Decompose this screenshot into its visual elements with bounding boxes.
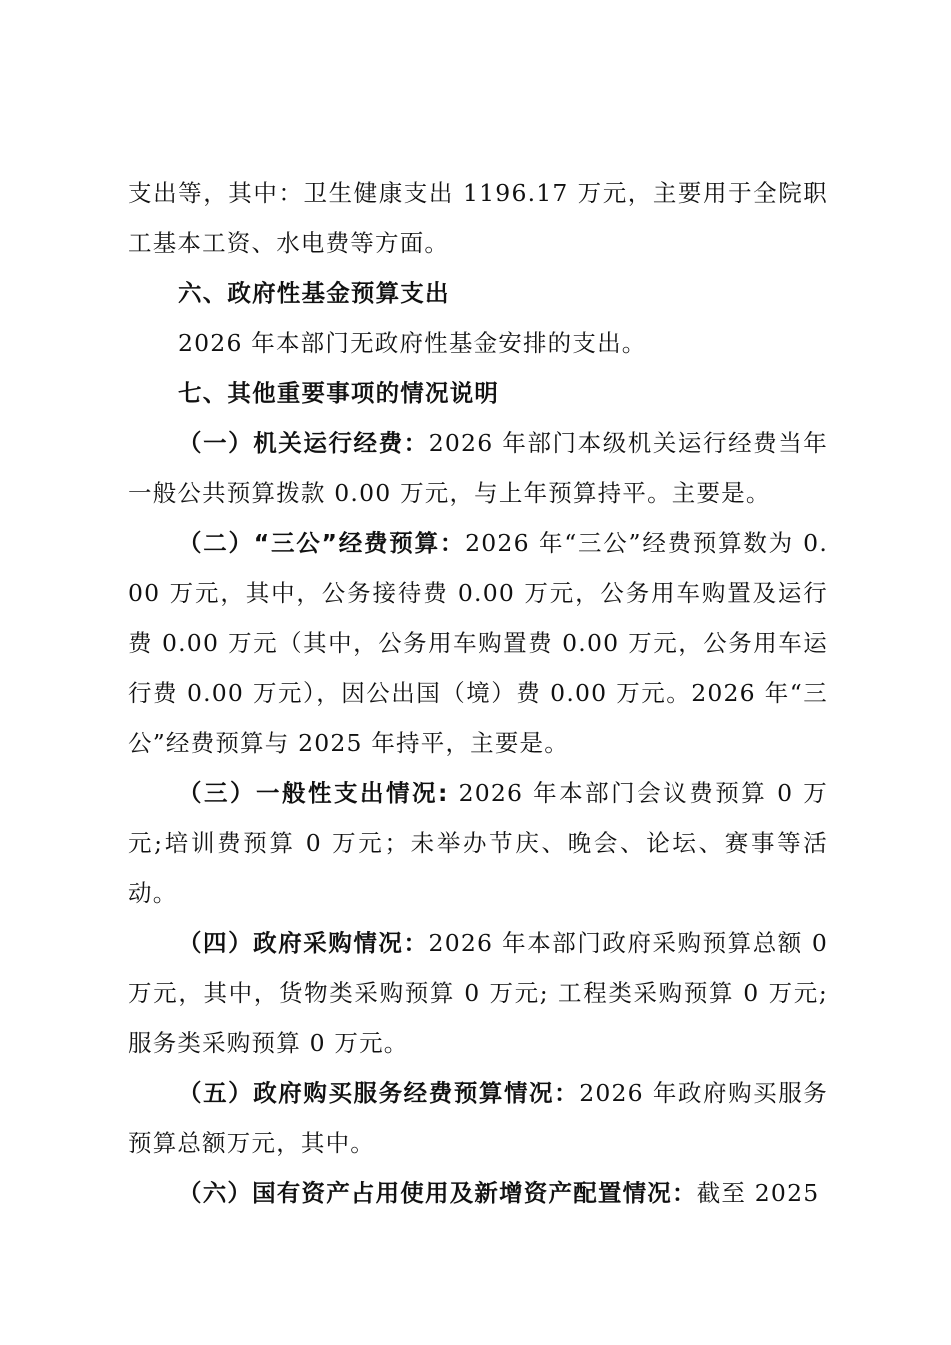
section-heading-6: 六、政府性基金预算支出 [178,279,450,307]
paragraph-operating-costs [128,418,828,518]
subsection-lead-5: （五）政府购买服务经费预算情况： [178,1079,580,1107]
subsection-body-1: 2026 年部门本级机关运行经费当年一般公共预算拨款 0.00 万元，与上年预算持平。主要是。 [128,429,828,507]
subsection-lead-6: （六）国有资产占用使用及新增资产配置情况： [178,1179,697,1207]
paragraph-general-expenditure [128,768,828,918]
paragraph-three-public-expenses [128,518,828,768]
paragraph-procurement [128,918,828,1068]
subsection-body-4: 2026 年本部门政府采购预算总额 0 万元，其中，货物类采购预算 0 万元; 工程类采购预算 0 万元;服务类采购预算 0 万元。 [128,929,829,1057]
subsection-body-5: 2026 年政府购买服务预算总额万元，其中。 [128,1079,828,1157]
document-body [128,168,828,1218]
subsection-lead-4: （四）政府采购情况： [178,929,429,957]
subsection-lead-3: （三）一般性支出情况: [178,779,449,807]
continued-paragraph: 支出等，其中：卫生健康支出 1196.17 万元，主要用于全院职工基本工资、水电费等方面。 [128,179,828,257]
subsection-body-6: 截至 2025 [696,1179,820,1207]
paragraph-fund-budget: 2026 年本部门无政府性基金安排的支出。 [178,329,647,357]
subsection-lead-1: （一）机关运行经费： [178,429,429,457]
paragraph-service-purchase [128,1068,828,1168]
paragraph-state-assets [128,1168,828,1218]
section-heading-7: 七、其他重要事项的情况说明 [178,379,500,407]
subsection-body-3: 2026 年本部门会议费预算 0 万元;培训费预算 0 万元；未举办节庆、晚会、论坛、赛事等活动。 [128,779,828,907]
subsection-body-2: 2026 年“三公”经费预算数为 0.00 万元，其中，公务接待费 0.00 万元，公务用车购置及运行费 0.00 万元（其中，公务用车购置费 0.00 万元，公务用车运行费 0.00 万元），因公出国（境）费 0.00 万元。2026 年“三公”经费预算与 2025 年持平，主要是。 [128,529,828,757]
subsection-lead-2: （二）“三公”经费预算： [178,529,466,557]
